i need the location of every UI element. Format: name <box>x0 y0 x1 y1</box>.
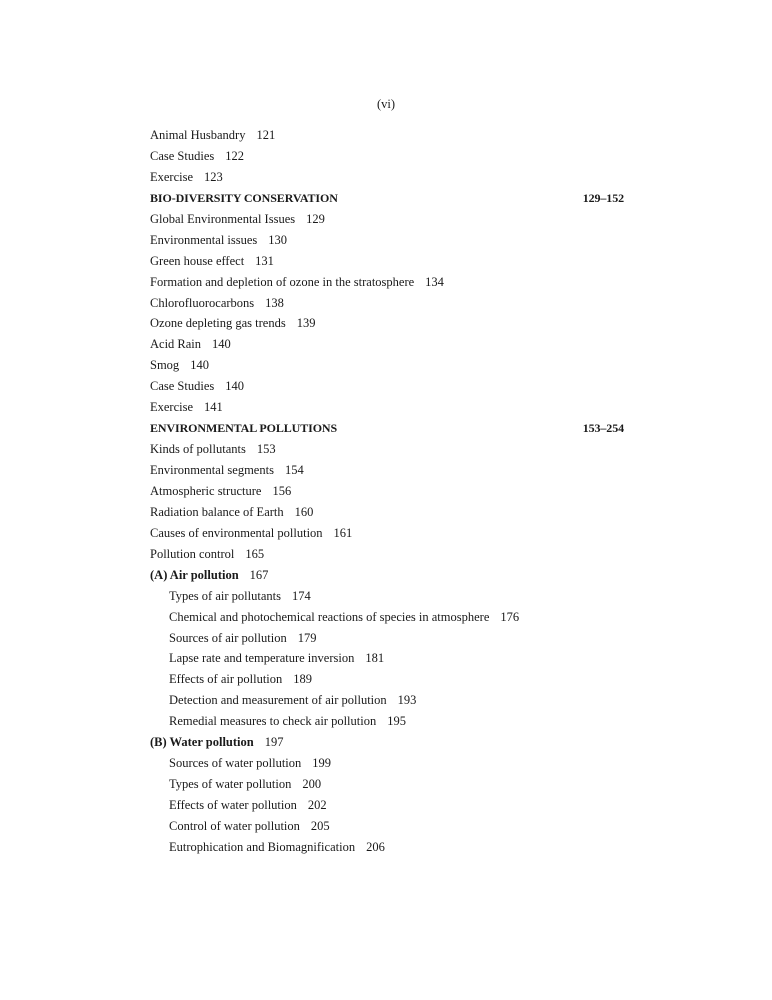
entry-page-number: 160 <box>294 504 314 519</box>
toc-entry <box>150 523 624 544</box>
entry-title: Green house effect <box>150 253 245 268</box>
entry-title: BIO-DIVERSITY CONSERVATION <box>150 190 338 205</box>
entry-title: Environmental segments <box>150 463 274 477</box>
toc-entry <box>150 544 624 565</box>
toc-entry <box>150 753 624 774</box>
entry-page-number: 140 <box>190 358 209 373</box>
entry-title: Types of air pollutants <box>169 588 281 603</box>
toc-entry <box>150 230 624 251</box>
entry-title: Exercise <box>150 400 194 415</box>
entry-page-number: 202 <box>307 798 327 812</box>
entry-title: Control of water pollution <box>169 818 300 833</box>
entry-title: Detection and measurement of air pollution <box>169 693 387 708</box>
toc-entry <box>150 397 624 418</box>
toc-entry <box>150 586 624 607</box>
entry-title: Types of water pollution <box>169 777 292 792</box>
toc-entry <box>150 167 624 188</box>
entry-page-number: 130 <box>268 232 288 247</box>
entry-page-number: 131 <box>255 253 274 268</box>
entry-title: Acid Rain <box>150 337 202 352</box>
toc-entry <box>150 481 624 502</box>
chapter-page-range: 153–254 <box>582 421 624 436</box>
toc-entry <box>150 376 624 397</box>
entry-page-number: 134 <box>425 274 444 289</box>
entry-page-number: 153 <box>256 442 276 457</box>
toc-entry <box>150 209 624 230</box>
entry-page-number: 195 <box>387 714 406 729</box>
entry-title: Effects of water pollution <box>169 798 297 812</box>
entry-page-number: 176 <box>500 609 520 624</box>
entry-page-number: 156 <box>272 483 292 498</box>
entry-title: Smog <box>150 358 180 373</box>
toc-entry <box>150 251 624 272</box>
entry-title: Chemical and photochemical reactions of species in atmosphere <box>169 609 490 624</box>
entry-title: ENVIRONMENTAL POLLUTIONS <box>150 421 338 436</box>
entry-title: Case Studies <box>150 148 215 163</box>
entry-page-number: 154 <box>284 463 304 477</box>
entry-page-number: 121 <box>256 128 276 142</box>
chapter-heading <box>150 188 624 209</box>
entry-title: Case Studies <box>150 379 215 394</box>
toc-entry <box>150 628 624 649</box>
entry-title: Lapse rate and temperature inversion <box>169 651 355 666</box>
toc-entry <box>150 502 624 523</box>
entry-title: Exercise <box>150 169 194 184</box>
entry-page-number: 197 <box>264 735 284 750</box>
entry-title: (A) Air pollution <box>150 567 239 582</box>
toc-entry <box>150 816 624 837</box>
entry-page-number: 141 <box>204 400 223 415</box>
entry-title: Eutrophication and Biomagnification <box>169 839 356 854</box>
entry-title: Sources of air pollution <box>169 630 287 645</box>
entry-title: Sources of water pollution <box>169 756 302 771</box>
toc-entry <box>150 293 624 314</box>
chapter-page-range: 129–152 <box>582 190 624 205</box>
entry-title: Formation and depletion of ozone in the stratosphere <box>150 274 415 289</box>
entry-page-number: 122 <box>225 148 244 163</box>
entry-page-number: 140 <box>225 379 244 394</box>
entry-page-number: 167 <box>249 567 269 582</box>
toc-entry <box>150 669 624 690</box>
entry-page-number: 206 <box>366 839 385 854</box>
entry-page-number: 165 <box>245 546 265 561</box>
entry-page-number: 189 <box>293 672 313 687</box>
entry-title: Chlorofluorocarbons <box>150 295 255 310</box>
entry-title: Radiation balance of Earth <box>150 504 284 519</box>
entry-page-number: 179 <box>297 630 317 645</box>
entry-page-number: 174 <box>291 588 311 603</box>
toc-entry <box>150 334 624 355</box>
entry-title: Pollution control <box>150 546 235 561</box>
toc-entry <box>150 313 624 334</box>
entry-page-number: 123 <box>204 169 223 184</box>
section-heading <box>150 565 624 586</box>
toc-entry <box>150 711 624 732</box>
entry-page-number: 140 <box>212 337 231 352</box>
entry-title: Animal Husbandry <box>150 128 246 142</box>
entry-title: Effects of air pollution <box>169 672 283 687</box>
entry-title: Causes of environmental pollution <box>150 525 323 540</box>
entry-title: Atmospheric structure <box>150 483 262 498</box>
toc-entry <box>150 355 624 376</box>
toc-entry <box>150 125 624 146</box>
toc-entry <box>150 439 624 460</box>
toc-entry <box>150 837 624 858</box>
entry-page-number: 205 <box>310 818 330 833</box>
toc-entry <box>150 774 624 795</box>
toc-entry <box>150 648 624 669</box>
page-number: (vi) <box>376 97 396 111</box>
entry-page-number: 129 <box>306 211 325 226</box>
entry-title: (B) Water pollution <box>150 735 254 750</box>
toc-entry <box>150 795 624 816</box>
toc-entry <box>150 146 624 167</box>
entry-page-number: 138 <box>265 295 284 310</box>
entry-title: Remedial measures to check air pollution <box>169 714 377 729</box>
entry-page-number: 193 <box>397 693 417 708</box>
toc-entry <box>150 460 624 481</box>
entry-title: Ozone depleting gas trends <box>150 316 286 331</box>
entry-page-number: 161 <box>333 525 353 540</box>
entry-page-number: 139 <box>296 316 316 331</box>
chapter-heading <box>150 418 624 439</box>
entry-page-number: 199 <box>312 756 332 771</box>
entry-page-number: 200 <box>302 777 322 792</box>
entry-title: Global Environmental Issues <box>150 211 296 226</box>
entry-page-number: 181 <box>365 651 385 666</box>
toc-entry <box>150 690 624 711</box>
entry-title: Environmental issues <box>150 232 258 247</box>
entry-title: Kinds of pollutants <box>150 442 246 457</box>
section-heading <box>150 732 624 753</box>
toc-entry <box>150 272 624 293</box>
table-of-contents <box>150 125 624 858</box>
toc-entry <box>150 607 624 628</box>
